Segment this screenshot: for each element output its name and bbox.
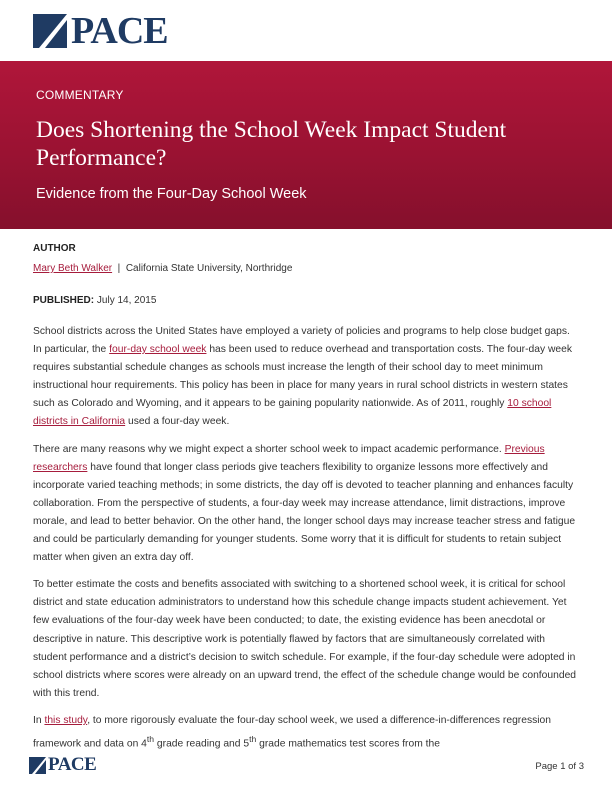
page-number: Page 1 of 3 bbox=[535, 761, 584, 772]
footer-logo-text: PACE bbox=[48, 754, 97, 775]
paragraph-text: School districts across the United States have employed a variety of policies and programs to help close budget gaps. In particular, the bbox=[33, 326, 570, 356]
article-content bbox=[33, 243, 581, 753]
author-affiliation: California State University, Northridge bbox=[125, 263, 293, 274]
author-line bbox=[33, 263, 581, 274]
title-banner bbox=[0, 61, 612, 229]
pace-flag-icon bbox=[33, 14, 67, 48]
paragraph-text: , to more rigorously evaluate the four-day school week, we used a difference-in-differences regression framework and data on 4 bbox=[33, 714, 551, 750]
paragraph-text: have found that longer class periods give teachers flexibility to organize lessons more effectively and incorporate varied teaching methods; in some districts, the day off is devoted to teacher planning and enhances faculty collaboration. From the perspective of students, a four-day week may increase attendance, limit distractions, improve morale, and lead to better behavior. On the other hand, the longer school days may increase teacher stress and fatigue and could be particularly demanding for younger students. Some worry that it is difficult for students to retain subject matter when given an extra day off. bbox=[33, 461, 576, 564]
paragraph-text: In bbox=[33, 714, 45, 726]
pace-logo[interactable] bbox=[33, 11, 168, 51]
superscript: th bbox=[146, 733, 155, 744]
superscript: th bbox=[249, 733, 257, 744]
footer-logo bbox=[29, 755, 96, 775]
four-day-school-week-link[interactable]: four-day school week bbox=[109, 344, 207, 356]
published-date: July 14, 2015 bbox=[96, 295, 157, 306]
paragraph-text: used a four-day week. bbox=[125, 416, 230, 428]
logo-text: PACE bbox=[71, 10, 168, 52]
page-subtitle: Evidence from the Four-Day School Week bbox=[36, 186, 307, 202]
paragraph-2 bbox=[33, 441, 581, 568]
paragraph-text: has been used to reduce overhead and transportation costs. The four-day week requires substantial schedule changes as schools must increase the length of their school day to meet minimum instructional hour requirements. This policy has been in place for many years in rural school districts in western states such as Colorado and Wyoming, and it appears to be gaining popularity nationwide. As of 2011, roughly bbox=[33, 344, 573, 410]
author-link[interactable]: Mary Beth Walker bbox=[33, 263, 113, 274]
california-districts-link[interactable]: 10 school districts in California bbox=[33, 398, 552, 428]
paragraph-1 bbox=[33, 323, 581, 432]
page-title: Does Shortening the School Week Impact Student Performance? bbox=[36, 117, 507, 171]
author-heading: AUTHOR bbox=[33, 243, 76, 254]
author-separator: | bbox=[117, 263, 121, 274]
this-study-link[interactable]: this study bbox=[44, 714, 88, 726]
published-line bbox=[33, 295, 581, 306]
paragraph-4 bbox=[33, 712, 581, 754]
top-header bbox=[0, 0, 612, 61]
paragraph-text: There are many reasons why we might expect a shorter school week to impact academic performance. bbox=[33, 443, 505, 455]
paragraph-text: grade mathematics test scores from the bbox=[256, 738, 440, 750]
published-label: PUBLISHED: bbox=[33, 295, 95, 306]
article-category: COMMENTARY bbox=[36, 88, 124, 102]
previous-researchers-link[interactable]: Previous researchers bbox=[33, 443, 545, 473]
paragraph-3: To better estimate the costs and benefits associated with switching to a shortened school week, it is critical for school district and state education administrators to understand how this schedule change impacts student achievement. Yet few evaluations of the four-day week have been conducted; to date, the existing evidence has been anecdotal or descriptive in nature. This descriptive work is potentially flawed by factors that are simultaneously correlated with student performance and a district’s decision to switch schedule. For example, if the four-day schedule were adopted in school districts where scores were already on an upward trend, the effect of the schedule change would be confounded with this trend. bbox=[33, 579, 577, 699]
pace-flag-icon bbox=[29, 757, 46, 774]
paragraph-text: grade reading and 5 bbox=[154, 738, 250, 750]
